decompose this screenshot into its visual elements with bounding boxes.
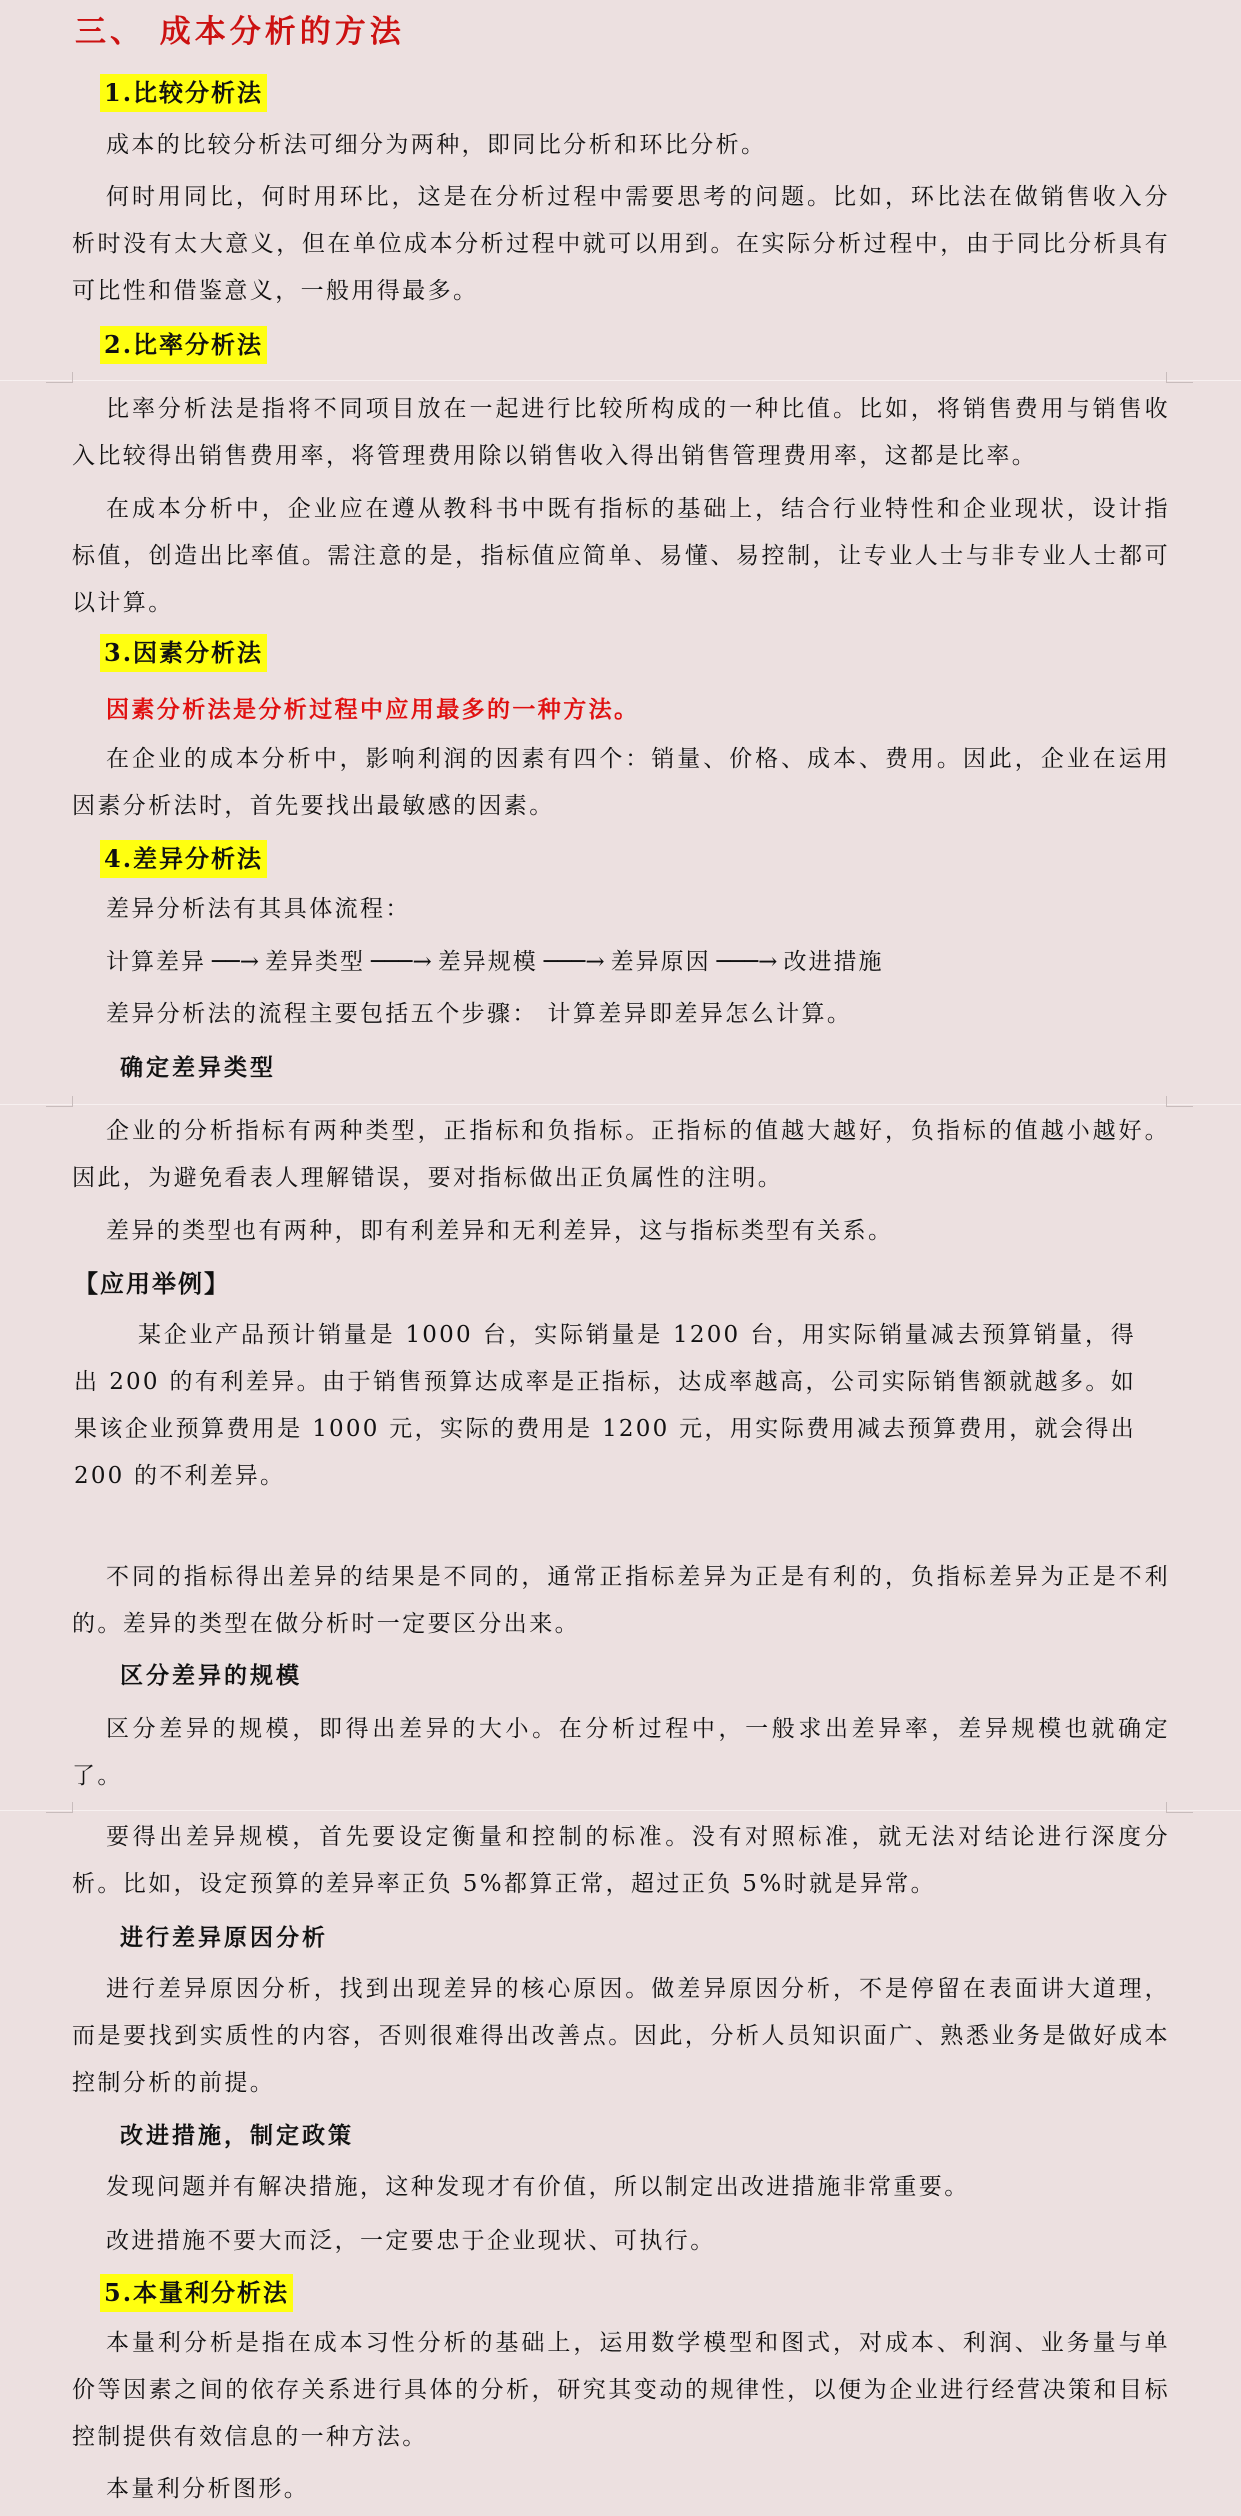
paragraph: 差异的类型也有两种，即有利差异和无利差异，这与指标类型有关系。	[106, 1218, 894, 1244]
section-heading-cvp: 5.本量利分析法	[100, 2274, 293, 2312]
page-break-line	[0, 1104, 1241, 1105]
page-corner-mark	[1166, 1096, 1193, 1107]
page-title: 三、 成本分析的方法	[75, 14, 405, 50]
paragraph: 改进措施不要大而泛，一定要忠于企业现状、可执行。	[106, 2228, 716, 2254]
paragraph: 本量利分析是指在成本习性分析的基础上，运用数学模型和图式，对成本、利润、业务量与单价等因素之间的依存关系进行具体的分析，研究其变动的规律性，以便为企业进行经营决策和目标控制提供有效信息的一种方法。	[72, 2330, 1170, 2450]
page-corner-mark	[46, 372, 73, 383]
section-heading-factor: 3.因素分析法	[100, 634, 267, 672]
page-break-line	[0, 1810, 1241, 1811]
paragraph: 在企业的成本分析中，影响利润的因素有四个：销量、价格、成本、费用。因此，企业在运用因素分析法时，首先要找出最敏感的因素。	[72, 746, 1170, 819]
subheading-variance-scale: 区分差异的规模	[120, 1662, 302, 1689]
paragraph: 企业的分析指标有两种类型，正指标和负指标。正指标的值越大越好，负指标的值越小越好。因此，为避免看表人理解错误，要对指标做出正负属性的注明。	[72, 1118, 1170, 1191]
page-break-line	[0, 380, 1241, 381]
section-heading-ratio: 2.比率分析法	[100, 326, 267, 364]
page-corner-mark	[46, 1096, 73, 1107]
example-paragraph: 某企业产品预计销量是 1000 台，实际销量是 1200 台，用实际销量减去预算销量，得出 200 的有利差异。由于销售预算达成率是正指标，达成率越高，公司实际销售额就越多。如果该企业预算费用是 1000 元，实际的费用是 1200 元，用实际费用减去预算费用，就会得出 200 的不利差异。	[74, 1322, 1136, 1489]
paragraph: 不同的指标得出差异的结果是不同的，通常正指标差异为正是有利的，负指标差异为正是不利的。差异的类型在做分析时一定要区分出来。	[72, 1564, 1170, 1637]
page-corner-mark	[1166, 372, 1193, 383]
highlighted-statement: 因素分析法是分析过程中应用最多的一种方法。	[106, 696, 640, 723]
arrow-right-icon: ───→	[543, 949, 605, 975]
page-corner-mark	[46, 1802, 73, 1813]
process-flow	[106, 942, 883, 982]
paragraph: 在成本分析中，企业应在遵从教科书中既有指标的基础上，结合行业特性和企业现状，设计指标值，创造出比率值。需注意的是，指标值应简单、易懂、易控制，让专业人士与非专业人士都可以计算。	[72, 496, 1170, 616]
paragraph: 差异分析法的流程主要包括五个步骤： 计算差异即差异怎么计算。	[106, 1001, 853, 1027]
flow-step: 差异类型	[264, 949, 365, 975]
paragraph: 比率分析法是指将不同项目放在一起进行比较所构成的一种比值。比如，将销售费用与销售收入比较得出销售费用率，将管理费用除以销售收入得出销售管理费用率，这都是比率。	[72, 396, 1170, 469]
paragraph: 发现问题并有解决措施，这种发现才有价值，所以制定出改进措施非常重要。	[106, 2174, 970, 2200]
section-heading-comparison: 1.比较分析法	[100, 74, 267, 112]
paragraph: 区分差异的规模，即得出差异的大小。在分析过程中，一般求出差异率，差异规模也就确定了。	[72, 1716, 1170, 1789]
flow-step: 差异规模	[437, 949, 538, 975]
subheading-cause-analysis: 进行差异原因分析	[120, 1924, 328, 1951]
subheading-improvement: 改进措施，制定政策	[120, 2122, 354, 2149]
paragraph: 进行差异原因分析，找到出现差异的核心原因。做差异原因分析，不是停留在表面讲大道理，而是要找到实质性的内容，否则很难得出改善点。因此，分析人员知识面广、熟悉业务是做好成本控制分析的前提。	[72, 1976, 1170, 2096]
subheading-variance-type: 确定差异类型	[120, 1054, 276, 1081]
page-corner-mark	[1166, 1802, 1193, 1813]
flow-step: 计算差异	[106, 949, 206, 975]
arrow-right-icon: ──→	[212, 949, 259, 975]
example-heading: 【应用举例】	[74, 1269, 230, 1298]
paragraph: 本量利分析图形。	[106, 2476, 310, 2502]
paragraph: 要得出差异规模，首先要设定衡量和控制的标准。没有对照标准，就无法对结论进行深度分析。比如，设定预算的差异率正负 5%都算正常，超过正负 5%时就是异常。	[72, 1824, 1170, 1897]
arrow-right-icon: ───→	[370, 949, 432, 975]
arrow-right-icon: ───→	[716, 949, 778, 975]
paragraph: 成本的比较分析法可细分为两种，即同比分析和环比分析。	[106, 132, 767, 158]
paragraph: 何时用同比，何时用环比，这是在分析过程中需要思考的问题。比如，环比法在做销售收入分析时没有太大意义，但在单位成本分析过程中就可以用到。在实际分析过程中，由于同比分析具有可比性和借鉴意义，一般用得最多。	[72, 184, 1170, 304]
flow-step: 差异原因	[610, 949, 711, 975]
section-heading-variance: 4.差异分析法	[100, 840, 267, 878]
flow-step: 改进措施	[783, 949, 884, 975]
paragraph: 差异分析法有其具体流程：	[106, 896, 411, 922]
